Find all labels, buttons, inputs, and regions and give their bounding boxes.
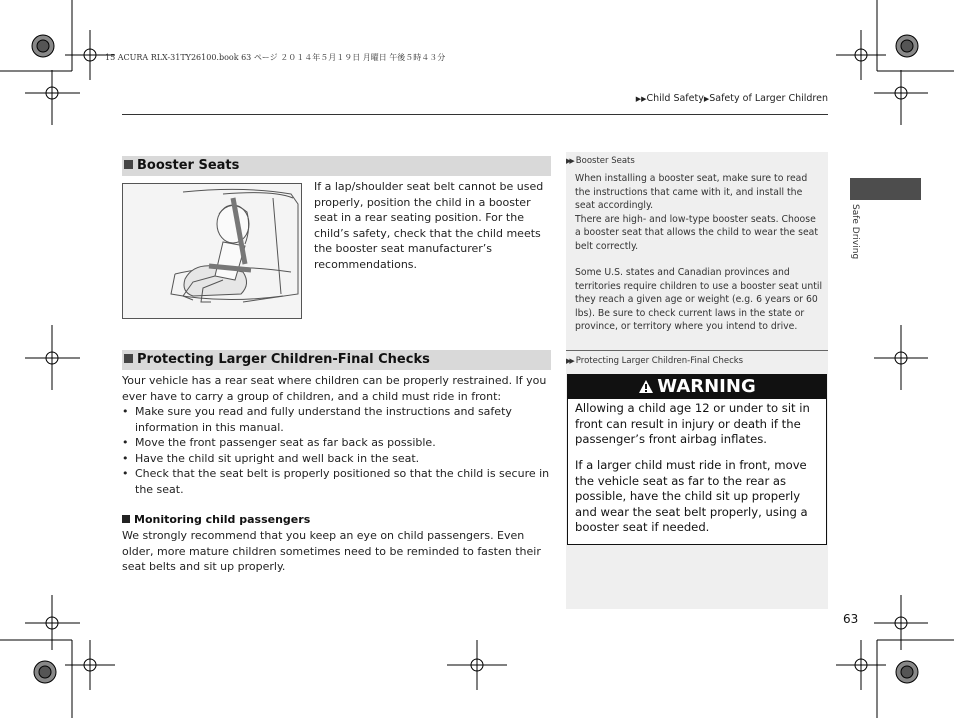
warning-header <box>568 375 826 399</box>
warning-text-1: Allowing a child age 12 or under to sit in front can result in injury or death if the passenger’s front airbag inflates. <box>575 401 810 446</box>
final-checks-heading <box>122 350 551 370</box>
triangle-icon: ▶ <box>703 95 710 103</box>
square-bullet-icon <box>124 160 133 169</box>
note-booster-seats-title[interactable] <box>566 156 635 166</box>
monitoring-heading-text: Monitoring child passengers <box>134 513 311 526</box>
note-link-icon: ▶▶ <box>566 157 573 165</box>
breadcrumb-item-child-safety[interactable]: Child Safety <box>646 93 704 104</box>
final-checks-lead: Your vehicle has a rear seat where children can be properly restrained. If you ever have to carry a group of children, and a child must ride in front: <box>122 374 547 403</box>
booster-seats-heading <box>122 156 551 176</box>
booster-seats-heading-text: Booster Seats <box>137 158 240 173</box>
note-final-checks-title[interactable] <box>566 356 743 366</box>
section-tab[interactable] <box>850 178 921 200</box>
square-bullet-icon <box>124 354 133 363</box>
note-booster-seats-text-a: When installing a booster seat, make sure to read the instructions that came with it, and install the seat accordingly. There are high- and low-type booster seats. Choose a booster seat that allows the child to wear the seat belt correctly. <box>575 173 819 252</box>
breadcrumb <box>636 93 828 104</box>
note-divider <box>566 350 828 351</box>
section-tab-label: Safe Driving <box>850 204 860 260</box>
final-checks-list <box>122 404 554 497</box>
note-booster-seats-title-text: Booster Seats <box>575 156 635 166</box>
square-bullet-icon <box>122 515 130 523</box>
note-link-icon: ▶▶ <box>566 357 573 365</box>
warning-text-2: If a larger child must ride in front, move the vehicle seat as far to the rear as possible, have the child sit up properly and wear the seat belt properly, using a booster seat if needed. <box>575 458 808 534</box>
warning-title: WARNING <box>657 376 756 397</box>
warning-triangle-icon <box>638 379 654 394</box>
breadcrumb-item-larger-children[interactable]: Safety of Larger Children <box>709 93 828 104</box>
note-final-checks-title-text: Protecting Larger Children-Final Checks <box>575 356 744 366</box>
child-in-booster-seat-illustration <box>122 183 302 319</box>
list-item: • Make sure you read and fully understand the instructions and safety information in this manual. <box>122 404 554 435</box>
monitoring-heading <box>122 513 310 526</box>
monitoring-text: We strongly recommend that you keep an eye on child passengers. Even older, more mature children sometimes need to be reminded to fasten their seat belts and sit up properly. <box>122 529 541 573</box>
booster-seats-text: If a lap/shoulder seat belt cannot be used properly, position the child in a booster seat in a rear seating position. For the child’s safety, check that the child meets the booster seat manufacturer’s recommendations. <box>314 180 544 271</box>
double-triangle-icon: ▶▶ <box>635 95 647 103</box>
final-checks-heading-text: Protecting Larger Children-Final Checks <box>137 352 430 367</box>
header-rule <box>122 114 828 115</box>
note-booster-seats-text-b: Some U.S. states and Canadian provinces and territories require children to use a booster seat until they reach a given age or weight (e.g. 6 years or 60 lbs). Be sure to check current laws in the state or province, or territory where you intend to drive. <box>575 267 823 333</box>
print-job-info: 15 ACURA RLX-31TY26100.book 63 ページ ２０１４年５月１９日 月曜日 午後５時４３分 <box>105 53 446 62</box>
list-item: • Move the front passenger seat as far back as possible. <box>122 435 554 451</box>
list-item: • Have the child sit upright and well back in the seat. <box>122 451 554 467</box>
list-item: • Check that the seat belt is properly positioned so that the child is secure in the seat. <box>122 466 554 497</box>
page-number: 63 <box>843 612 859 626</box>
